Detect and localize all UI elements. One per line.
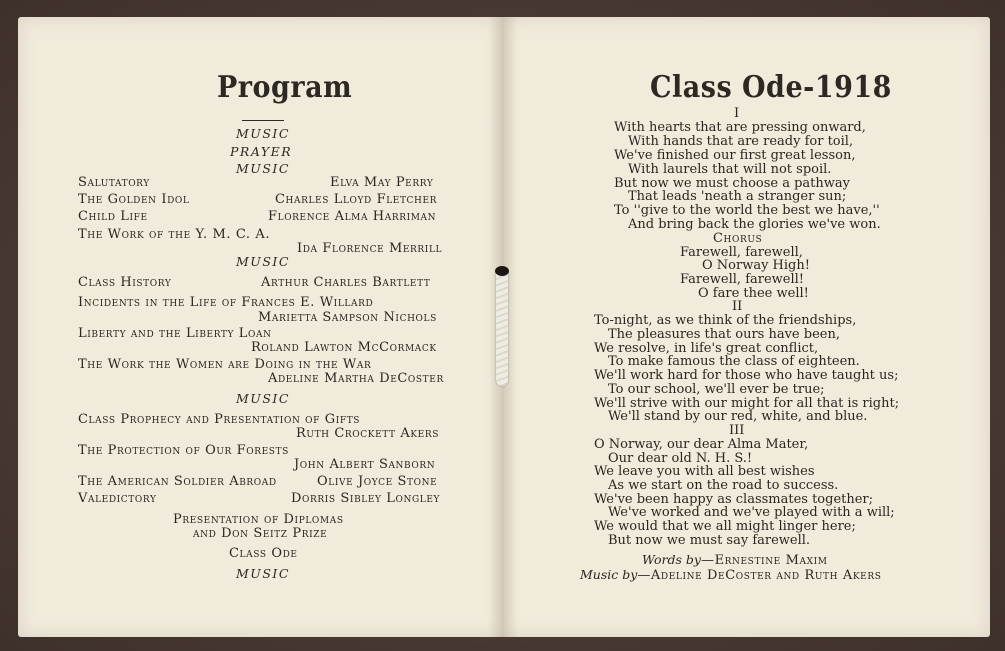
ode-line: The pleasures that ours have been, bbox=[608, 327, 840, 342]
chorus-line: O fare thee well! bbox=[698, 286, 809, 301]
program-item-title: The American Soldier Abroad bbox=[78, 474, 277, 489]
diplomas-line-2: and Don Seitz Prize bbox=[193, 526, 328, 541]
ode-line: We resolve, in life's great conflict, bbox=[594, 341, 819, 356]
program-item-title: Child Life bbox=[78, 209, 148, 224]
ode-line: We've been happy as classmates together; bbox=[594, 492, 874, 507]
chorus-line: Farewell, farewell, bbox=[680, 245, 803, 260]
program-item-name: John Albert Sanborn bbox=[294, 457, 436, 472]
stanza-2-label: II bbox=[732, 299, 743, 314]
ode-line: We'll work hard for those who have taught us; bbox=[594, 368, 899, 383]
ode-line: We'll strive with our might for all that is right; bbox=[594, 396, 900, 411]
words-by-name: —Ernestine Maxim bbox=[700, 553, 828, 568]
program-item-name: Olive Joyce Stone bbox=[317, 474, 438, 489]
chorus-line: O Norway High! bbox=[702, 258, 810, 273]
program-item-name: Elva May Perry bbox=[330, 175, 434, 190]
ode-line: To our school, we'll ever be true; bbox=[608, 382, 825, 397]
program-item-title: The Work of the Y. M. C. A. bbox=[78, 227, 271, 242]
music-1: MUSIC bbox=[236, 126, 290, 141]
program-item-title: Class History bbox=[78, 275, 172, 290]
program-item-name: Adeline Martha DeCoster bbox=[268, 371, 444, 386]
ode-line: We've finished our first great lesson, bbox=[614, 148, 856, 163]
ode-line: But now we must choose a pathway bbox=[614, 176, 850, 191]
program-item-name: Charles Lloyd Fletcher bbox=[275, 192, 438, 207]
words-credit bbox=[642, 552, 828, 568]
chorus-label: Chorus bbox=[713, 231, 763, 246]
music-credit bbox=[580, 567, 881, 583]
ode-line: Our dear old N. H. S.! bbox=[608, 451, 753, 466]
ode-line: O Norway, our dear Alma Mater, bbox=[594, 437, 809, 452]
ode-line: That leads 'neath a stranger sun; bbox=[628, 189, 847, 204]
program-item-title: The Golden Idol bbox=[78, 192, 190, 207]
program-item-title: Salutatory bbox=[78, 175, 150, 190]
chorus-line: Farewell, farewell! bbox=[680, 272, 805, 287]
ode-line: With hands that are ready for toil, bbox=[628, 134, 854, 149]
program-item-name: Ruth Crockett Akers bbox=[296, 426, 439, 441]
program-item-title: Valedictory bbox=[78, 491, 157, 506]
ode-title: Class Ode-1918 bbox=[650, 70, 892, 105]
program-item-name: Dorris Sibley Longley bbox=[291, 491, 441, 506]
stanza-1-label: I bbox=[734, 106, 740, 121]
program-item-title: The Work the Women are Doing in the War bbox=[78, 357, 372, 372]
words-by-label: Words by bbox=[642, 552, 701, 567]
stanza-3-label: III bbox=[729, 423, 745, 438]
ode-line: We leave you with all best wishes bbox=[594, 464, 815, 479]
class-ode-item: Class Ode bbox=[229, 546, 298, 561]
binding-string bbox=[496, 268, 508, 386]
title-rule bbox=[242, 120, 284, 121]
diplomas-line-1: Presentation of Diplomas bbox=[173, 512, 344, 527]
program-item-name: Marietta Sampson Nichols bbox=[258, 310, 437, 325]
ode-line: We'll stand by our red, white, and blue. bbox=[608, 409, 868, 424]
program-item-name: Florence Alma Harriman bbox=[268, 209, 437, 224]
music-4: MUSIC bbox=[236, 391, 290, 406]
music-3: MUSIC bbox=[236, 254, 290, 269]
ode-line: To ''give to the world the best we have,'' bbox=[614, 203, 880, 218]
ode-line: As we start on the road to success. bbox=[608, 478, 839, 493]
program-title: Program bbox=[217, 70, 353, 105]
music-by-name: —Adeline DeCoster and Ruth Akers bbox=[637, 568, 882, 583]
program-item-title: Class Prophecy and Presentation of Gifts bbox=[78, 412, 361, 427]
prayer: PRAYER bbox=[230, 144, 293, 159]
ode-line: And bring back the glories we've won. bbox=[628, 217, 881, 232]
ode-line: With hearts that are pressing onward, bbox=[614, 120, 866, 135]
binding-knot bbox=[495, 266, 509, 276]
ode-line: To make famous the class of eighteen. bbox=[608, 354, 860, 369]
program-item-title: Liberty and the Liberty Loan bbox=[78, 326, 272, 341]
music-5: MUSIC bbox=[236, 566, 290, 581]
music-2: MUSIC bbox=[236, 161, 290, 176]
ode-line: With laurels that will not spoil. bbox=[628, 162, 832, 177]
ode-line: But now we must say farewell. bbox=[608, 533, 811, 548]
program-item-title: Incidents in the Life of Frances E. Willard bbox=[78, 295, 374, 310]
ode-line: We've worked and we've played with a will; bbox=[608, 505, 895, 520]
program-item-name: Roland Lawton McCormack bbox=[251, 340, 437, 355]
program-item-title: The Protection of Our Forests bbox=[78, 443, 289, 458]
ode-line: To-night, as we think of the friendships, bbox=[594, 313, 857, 328]
music-by-label: Music by bbox=[580, 567, 638, 582]
ode-line: We would that we all might linger here; bbox=[594, 519, 856, 534]
program-item-name: Ida Florence Merrill bbox=[297, 241, 443, 256]
program-item-name: Arthur Charles Bartlett bbox=[261, 275, 431, 290]
